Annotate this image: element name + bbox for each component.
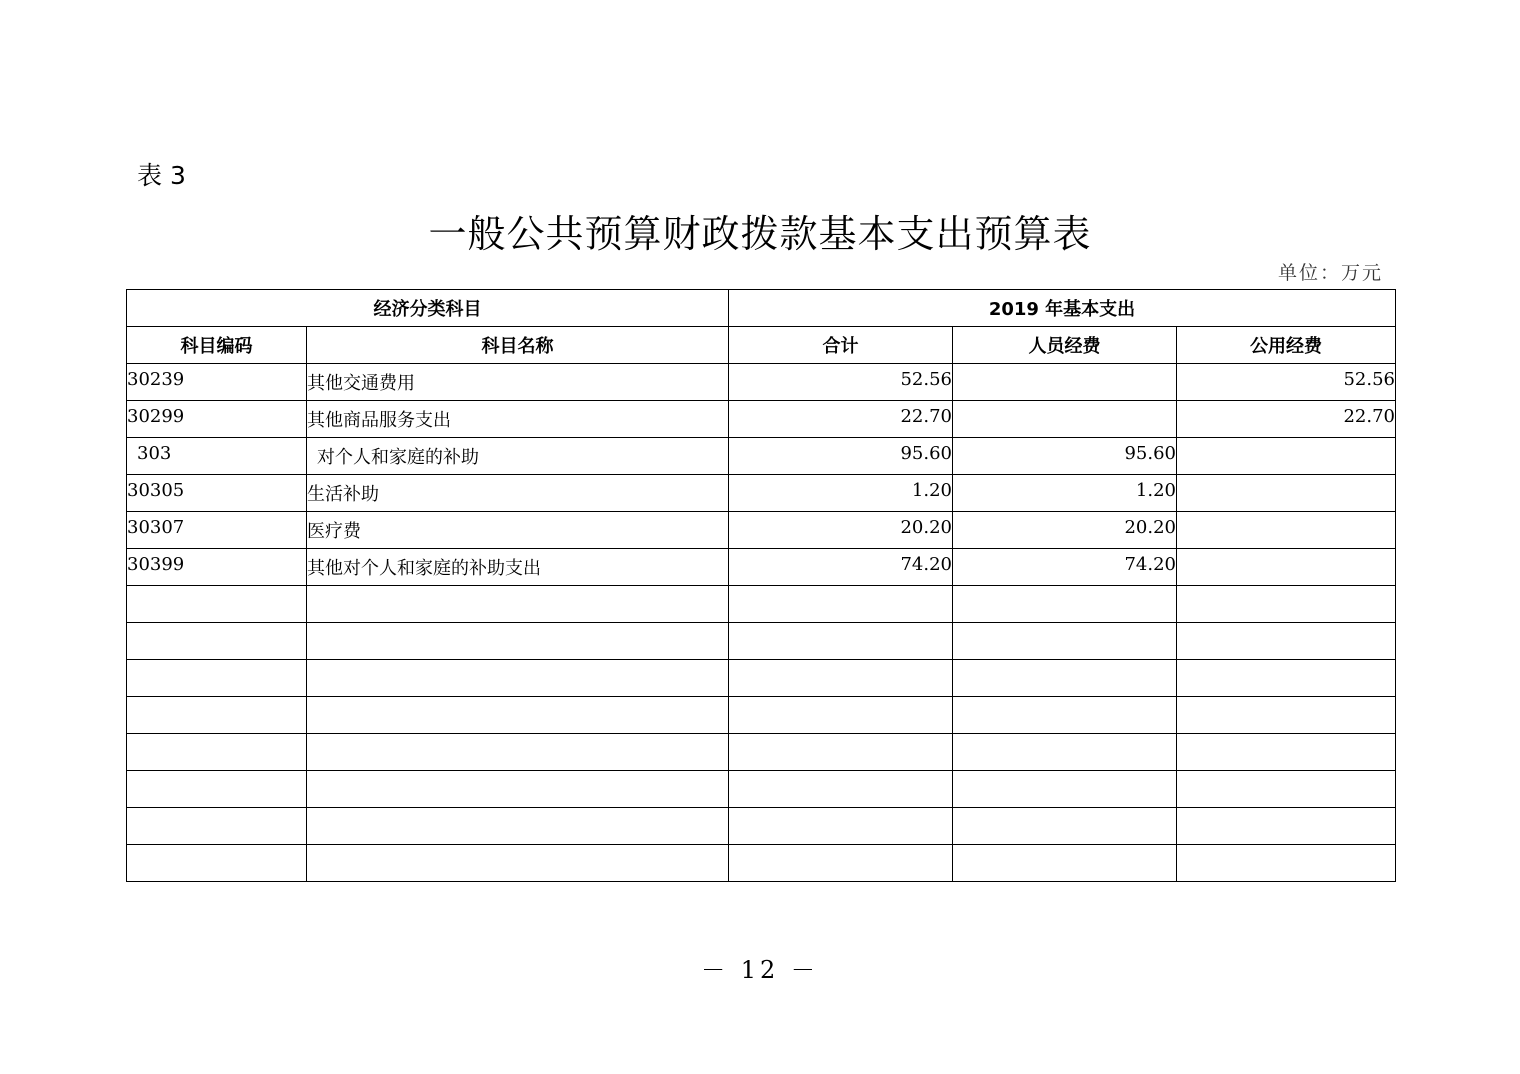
- cell-name: [307, 734, 729, 771]
- cell-personnel: [953, 401, 1177, 438]
- cell-public: 52.56: [1177, 364, 1396, 401]
- header-economic-category: 经济分类科目: [127, 290, 729, 327]
- cell-total: 52.56: [729, 364, 953, 401]
- cell-public: [1177, 623, 1396, 660]
- cell-public: [1177, 475, 1396, 512]
- table-row: [127, 623, 1396, 660]
- unit-label: 单位：万元: [1277, 262, 1383, 284]
- cell-public: [1177, 586, 1396, 623]
- page-number: － 12 －: [701, 956, 819, 984]
- cell-code: 30299: [127, 401, 307, 438]
- cell-code: [127, 734, 307, 771]
- cell-name: [307, 808, 729, 845]
- cell-code: [127, 697, 307, 734]
- table-row: [127, 660, 1396, 697]
- cell-personnel: [953, 364, 1177, 401]
- header-column-row: [127, 327, 1396, 364]
- cell-personnel: [953, 845, 1177, 882]
- cell-personnel: [953, 660, 1177, 697]
- cell-personnel: [953, 586, 1177, 623]
- cell-personnel: 1.20: [953, 475, 1177, 512]
- cell-public: 22.70: [1177, 401, 1396, 438]
- column-header-personnel: 人员经费: [953, 327, 1177, 364]
- cell-public: [1177, 808, 1396, 845]
- cell-total: [729, 586, 953, 623]
- header-group-row: [127, 290, 1396, 327]
- cell-total: [729, 623, 953, 660]
- cell-total: 74.20: [729, 549, 953, 586]
- cell-public: [1177, 734, 1396, 771]
- cell-personnel: 95.60: [953, 438, 1177, 475]
- cell-public: [1177, 549, 1396, 586]
- cell-code: [127, 586, 307, 623]
- cell-personnel: 74.20: [953, 549, 1177, 586]
- cell-public: [1177, 512, 1396, 549]
- table-row: [127, 364, 1396, 401]
- table-row: [127, 475, 1396, 512]
- column-header-name: 科目名称: [307, 327, 729, 364]
- cell-name: 其他对个人和家庭的补助支出: [307, 549, 729, 586]
- cell-code: [127, 660, 307, 697]
- table-row: [127, 401, 1396, 438]
- table-row: [127, 771, 1396, 808]
- cell-personnel: [953, 808, 1177, 845]
- cell-code: [127, 808, 307, 845]
- cell-name: [307, 660, 729, 697]
- cell-personnel: [953, 771, 1177, 808]
- cell-name: [307, 697, 729, 734]
- cell-total: [729, 734, 953, 771]
- cell-name: [307, 586, 729, 623]
- cell-name: [307, 845, 729, 882]
- table-row: [127, 808, 1396, 845]
- cell-personnel: 20.20: [953, 512, 1177, 549]
- cell-name: 生活补助: [307, 475, 729, 512]
- cell-name: 其他交通费用: [307, 364, 729, 401]
- cell-code: 30399: [127, 549, 307, 586]
- cell-public: [1177, 771, 1396, 808]
- cell-public: [1177, 845, 1396, 882]
- header-basic-expenditure: 2019 年基本支出: [729, 290, 1396, 327]
- cell-total: [729, 845, 953, 882]
- cell-public: [1177, 660, 1396, 697]
- cell-public: [1177, 438, 1396, 475]
- cell-total: [729, 808, 953, 845]
- column-header-total: 合计: [729, 327, 953, 364]
- table-row: [127, 549, 1396, 586]
- cell-personnel: [953, 623, 1177, 660]
- column-header-code: 科目编码: [127, 327, 307, 364]
- cell-code: 30239: [127, 364, 307, 401]
- cell-total: 1.20: [729, 475, 953, 512]
- cell-total: [729, 771, 953, 808]
- cell-code: [127, 845, 307, 882]
- cell-code: [127, 623, 307, 660]
- page-title: 一般公共预算财政拨款基本支出预算表: [428, 212, 1092, 256]
- cell-public: [1177, 697, 1396, 734]
- cell-name: 对个人和家庭的补助: [307, 438, 729, 475]
- table-row: [127, 438, 1396, 475]
- cell-code: [127, 771, 307, 808]
- cell-personnel: [953, 697, 1177, 734]
- cell-personnel: [953, 734, 1177, 771]
- table-row: [127, 845, 1396, 882]
- cell-total: [729, 697, 953, 734]
- budget-table: [126, 289, 1396, 882]
- cell-total: 20.20: [729, 512, 953, 549]
- table-body: [127, 364, 1396, 882]
- cell-total: 95.60: [729, 438, 953, 475]
- table-row: [127, 586, 1396, 623]
- cell-total: 22.70: [729, 401, 953, 438]
- cell-code: 30305: [127, 475, 307, 512]
- table-row: [127, 734, 1396, 771]
- cell-code: 303: [127, 438, 307, 475]
- cell-name: [307, 771, 729, 808]
- cell-name: 医疗费: [307, 512, 729, 549]
- column-header-public: 公用经费: [1177, 327, 1396, 364]
- cell-code: 30307: [127, 512, 307, 549]
- table-label: 表 3: [137, 161, 186, 190]
- cell-total: [729, 660, 953, 697]
- cell-name: [307, 623, 729, 660]
- table-row: [127, 697, 1396, 734]
- cell-name: 其他商品服务支出: [307, 401, 729, 438]
- table-row: [127, 512, 1396, 549]
